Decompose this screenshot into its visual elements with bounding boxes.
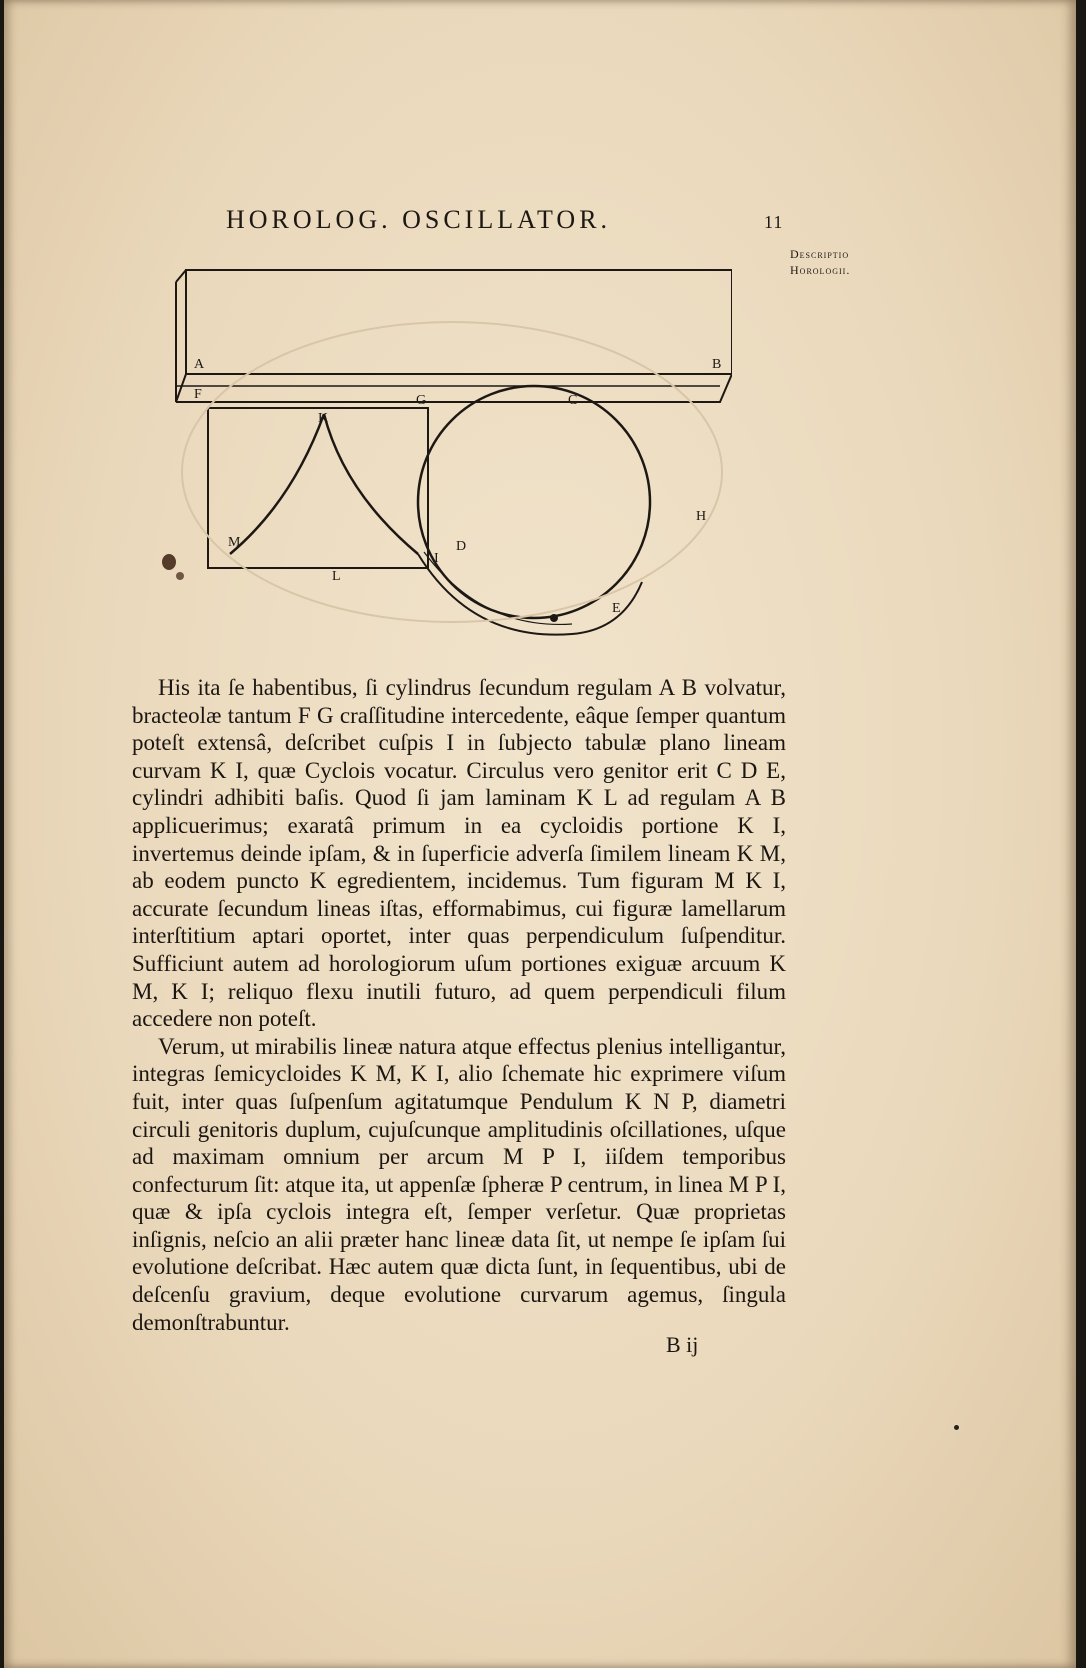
label-K: K — [318, 411, 329, 426]
label-D: D — [456, 539, 467, 554]
cycloid-figure — [172, 262, 732, 662]
label-E: E — [612, 601, 621, 616]
cycloid-km — [230, 414, 324, 554]
label-L: L — [332, 569, 341, 584]
marginal-note-line-1: Descriptio — [790, 247, 850, 261]
paragraph-2: Verum, ut mirabilis lineæ natura atque effectus plenius intelligantur, integras ſemicycloides K M, K I, alio ſchemate hic exprimere viſum fuit, inter quas ſuſpenſum agitatumque Pendulum K N P, diametri circuli genitoris duplum, cujuſcunque amplitudinis oſcillationes, uſque ad maximam omnium per arcum M P I, iiſdem temporibus confecturum ſit: atque ita, ut appenſæ ſpheræ P centrum, in linea M P I, quæ & ipſa cyclois integra eſt, ſemper verſetur. Quæ proprietas inſignis, neſcio an alii præter hanc lineæ data ſit, ut nempe ſe ipſam ſui evolutione deſcribat. Hæc autem quæ dicta ſunt, in ſequentibus, ubi de deſcenſu gravium, deque evolutione curvarum agemus, ſingula demonſtrabuntur. — [132, 1033, 786, 1335]
book-page — [4, 0, 1076, 1668]
label-H: H — [696, 509, 707, 524]
running-title: HOROLOG. OSCILLATOR. — [226, 205, 612, 234]
point-marker — [550, 614, 558, 622]
ink-dot — [954, 1425, 959, 1430]
marginal-note-line-2: Horologii. — [790, 263, 851, 277]
page-number: 11 — [764, 212, 784, 232]
label-M: M — [228, 535, 241, 550]
marginal-note — [790, 246, 850, 278]
body-text — [132, 674, 786, 1336]
label-C: C — [568, 393, 578, 408]
label-B: B — [712, 357, 722, 372]
paragraph-1: His ita ſe habentibus, ſi cylindrus ſecundum regulam A B volvatur, bracteolæ tantum F G craſſitudine intercedente, eâque ſemper quantum poteſt extensâ, deſcribet cuſpis I in ſubjecto tabulæ plano lineam curvam K I, quæ Cyclois vocatur. Circulus vero genitor erit C D E, cylindri adhibiti baſis. Quod ſi jam laminam K L ad regulam A B applicuerimus; exaratâ primum in ea cycloidis portione K I, invertemus deinde ipſam, & in ſuperficie adverſa ſimilem lineam K M, ab eodem puncto K egredientem, incidemus. Tum figuram M K I, accurate ſecundum lineas iſtas, efformabimus, cui figuræ lamellarum interſtitium aptari oportet, inter quas perpendiculum ſuſpenditur. Sufficiunt autem ad horologiorum uſum portiones exiguæ arcuum K M, K I; reliquo flexu inutili futuro, ad quem perpendiculi filum accedere non poteſt. — [132, 675, 786, 1032]
ruler-box — [176, 270, 732, 402]
cycloid-ki — [324, 414, 418, 554]
label-I: I — [434, 551, 439, 566]
label-F: F — [194, 387, 202, 402]
signature-mark: B ij — [666, 1332, 699, 1357]
label-A: A — [194, 357, 205, 372]
label-G: G — [416, 393, 427, 408]
verso-ghost — [182, 322, 722, 622]
